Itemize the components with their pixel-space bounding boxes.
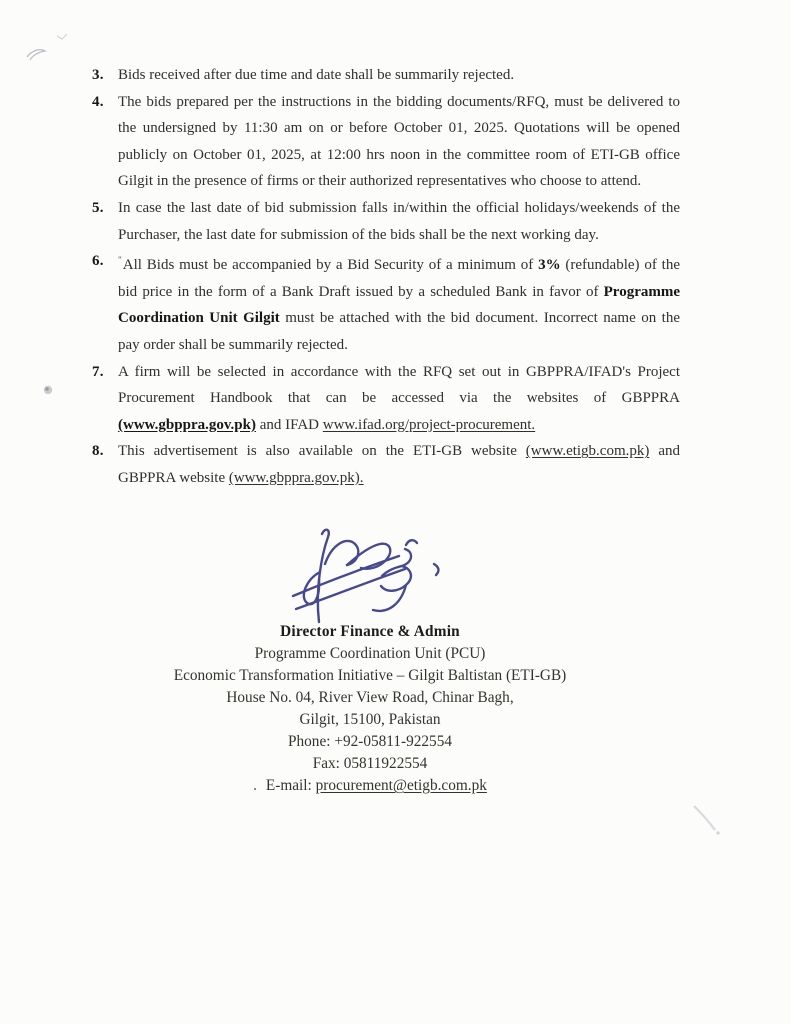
signatory-title: Director Finance & Admin bbox=[280, 623, 460, 640]
item-number: 7. bbox=[92, 363, 104, 380]
signature-line: Gilgit, 15100, Pakistan bbox=[299, 711, 441, 728]
signature-line: House No. 04, River View Road, Chinar Bagh, bbox=[226, 689, 514, 706]
item-number: 4. bbox=[92, 93, 104, 110]
corner-scratch-artifact bbox=[694, 806, 715, 830]
signature-line: Economic Transformation Initiative – Gilgit Baltistan (ETI-GB) bbox=[173, 667, 567, 684]
list-item bbox=[92, 359, 680, 439]
item-number: 8. bbox=[92, 443, 104, 460]
item-text: In case the last date of bid submission falls in/within the official holidays/weekends of the Purchaser, the last date for submission of the bids shall be the next working day. bbox=[118, 199, 680, 243]
item-text: "All Bids must be accompanied by a Bid Security of a minimum of 3% (refundable) of the bid price in the form of a Bank Draft issued by a scheduled Bank in favor of Programme Coordination Unit Gilgit must be attached with the bid document. Incorrect name on the pay order shall be summarily rejected. bbox=[118, 256, 680, 353]
signature-lines bbox=[0, 643, 740, 775]
item-text: The bids prepared per the instructions in the bidding documents/RFQ, must be delivered to the undersigned by 11:30 am on or before October 01, 2025. Quotations will be opened publicly on October 01, 2025, at 12:00 hrs noon in the committee room of ETI-GB office Gilgit in the presence of firms or their authorized representatives who choose to attend. bbox=[118, 93, 680, 190]
bid-list bbox=[92, 62, 680, 492]
signature-ink bbox=[278, 518, 458, 636]
signature-line: Fax: 05811922554 bbox=[312, 755, 428, 772]
list-item bbox=[92, 438, 680, 491]
item-number: 3. bbox=[92, 67, 104, 83]
signature-line: Programme Coordination Unit (PCU) bbox=[254, 645, 486, 662]
stray-dot: . bbox=[253, 777, 257, 794]
list-item bbox=[92, 89, 680, 195]
item-number: 6. bbox=[92, 253, 104, 270]
item-text: Bids received after due time and date shall be summarily rejected. bbox=[118, 67, 515, 83]
tick-artifact bbox=[57, 34, 67, 39]
item-number: 5. bbox=[92, 199, 104, 216]
item-text: A firm will be selected in accordance with the RFQ set out in GBPPRA/IFAD's Project Procurement Handbook that can be accessed via the websites of GBPPRA (www.gbppra.gov.pk) and IFAD www.ifad.org/project-procurement. bbox=[118, 363, 680, 433]
list-item bbox=[92, 195, 680, 248]
smudge-artifact bbox=[44, 386, 52, 394]
pencil-squiggle-artifact bbox=[27, 50, 45, 60]
corner-scratch-dot bbox=[716, 831, 719, 834]
email-line bbox=[0, 775, 740, 797]
signature-block bbox=[0, 621, 740, 797]
list-item bbox=[92, 62, 680, 89]
item-text: This advertisement is also available on the ETI-GB website (www.etigb.com.pk) and GBPPRA website (www.gbppra.gov.pk). bbox=[118, 443, 680, 486]
email-label: E-mail: bbox=[265, 777, 316, 794]
list-item bbox=[92, 248, 680, 358]
smudge-artifact-core bbox=[45, 387, 49, 391]
signature-line: Phone: +92-05811-922554 bbox=[288, 733, 452, 750]
email-address: procurement@etigb.com.pk bbox=[315, 777, 487, 794]
